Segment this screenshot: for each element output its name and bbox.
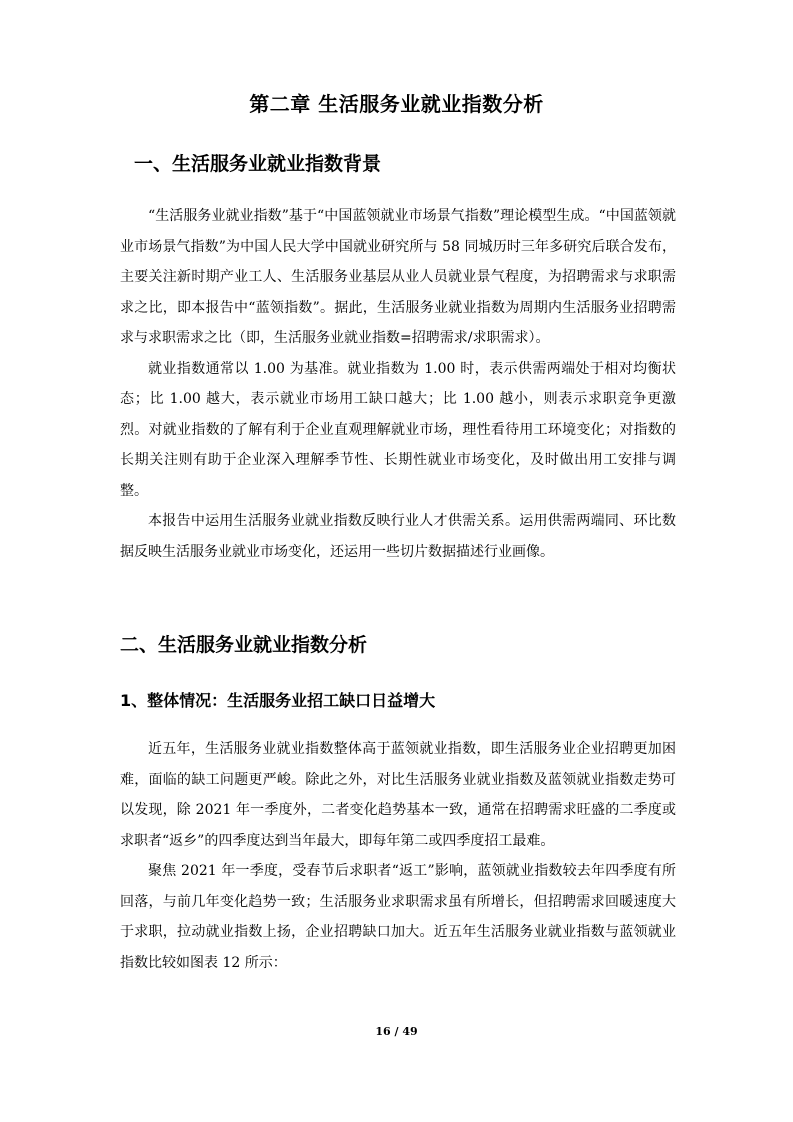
page-number: 16 / 49 <box>375 1025 418 1038</box>
paragraph: 本报告中运用生活服务业就业指数反映行业人才供需关系。运用供需两端同、环比数据反映生活服务业就业市场变化，还运用一些切片数据描述行业画像。 <box>120 513 676 560</box>
paragraph: 聚焦 2021 年一季度，受春节后求职者“返工”影响，蓝领就业指数较去年四季度有所回落，与前几年变化趋势一致；生活服务业求职需求虽有所增长，但招聘需求回暖速度大于求职，拉动就业指数上扬，企业招聘缺口加大。近五年生活服务业就业指数与蓝领就业指数比较如图表 12 所示： <box>120 863 676 971</box>
paragraph: 就业指数通常以 1.00 为基准。就业指数为 1.00 时，表示供需两端处于相对均衡状态；比 1.00 越大，表示就业市场用工缺口越大；比 1.00 越小，则表示求职竞争更激烈。对就业指数的了解有利于企业直观理解就业市场，理性看待用工环境变化；对指数的长期关注则有助于企业深入理解季节性、长期性就业市场变化，及时做出用工安排与调整。 <box>120 360 676 499</box>
section-heading-analysis: 二、生活服务业就业指数分析 <box>120 634 368 656</box>
section-analysis-body <box>120 734 676 978</box>
paragraph: “生活服务业就业指数”基于“中国蓝领就业市场景气指数”理论模型生成。“中国蓝领就业市场景气指数”为中国人民大学中国就业研究所与 58 同城历时三年多研究后联合发布，主要关注新时期产业工人、生活服务业基层从业人员就业景气程度，为招聘需求与求职需求之比，即本报告中“蓝领指数”。据此，生活服务业就业指数为周期内生活服务业招聘需求与求职需求之比（即，生活服务业就业指数=招聘需求/求职需求）。 <box>120 208 676 346</box>
section-heading-background: 一、生活服务业就业指数背景 <box>134 153 382 175</box>
subsection-heading-overall: 1、整体情况：生活服务业招工缺口日益增大 <box>120 691 436 710</box>
section-background-body <box>120 201 676 567</box>
chapter-title: 第二章 生活服务业就业指数分析 <box>249 92 544 116</box>
paragraph: 近五年，生活服务业就业指数整体高于蓝领就业指数，即生活服务业企业招聘更加困难，面临的缺工问题更严峻。除此之外，对比生活服务业就业指数及蓝领就业指数走势可以发现，除 2021 年一季度外，二者变化趋势基本一致，通常在招聘需求旺盛的二季度或求职者“返乡”的四季度达到当年最大，即每年第二或四季度招工最难。 <box>120 741 676 849</box>
